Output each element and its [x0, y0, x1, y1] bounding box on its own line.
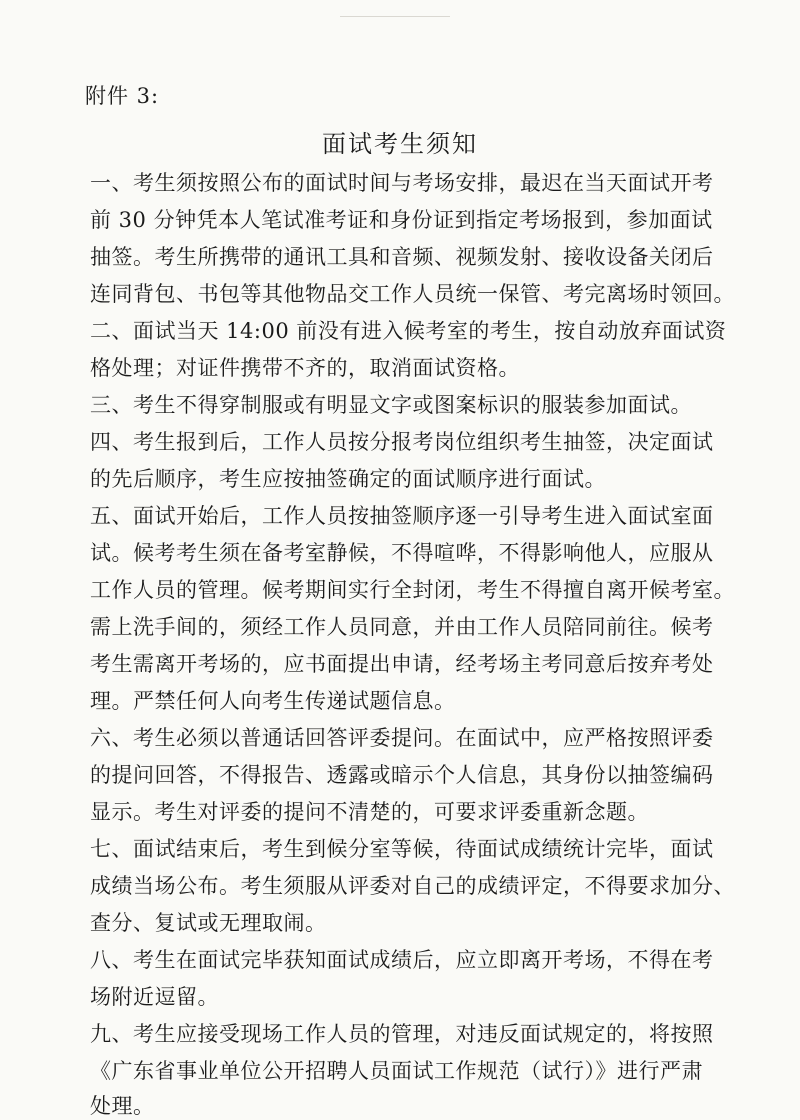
text-line: 三、考生不得穿制服或有明显文字或图案标识的服装参加面试。 — [90, 393, 692, 417]
text-line: 八、考生在面试完毕获知面试成绩后，应立即离开考场，不得在考 — [90, 948, 714, 972]
text-line: 场附近逗留。 — [90, 985, 219, 1009]
text-line: 的先后顺序，考生应按抽签确定的面试顺序进行面试。 — [90, 467, 606, 491]
text-line: 四、考生报到后，工作人员按分报考岗位组织考生抽签，决定面试 — [90, 430, 714, 454]
text-line: 抽签。考生所携带的通讯工具和音频、视频发射、接收设备关闭后 — [90, 245, 714, 269]
text-line: 一、考生须按照公布的面试时间与考场安排，最迟在当天面试开考 — [90, 171, 714, 195]
text-line: 理。严禁任何人向考生传递试题信息。 — [90, 689, 456, 713]
text-line: 九、考生应接受现场工作人员的管理，对违反面试规定的，将按照 — [90, 1022, 714, 1046]
text-line: 七、面试结束后，考生到候分室等候，待面试成绩统计完毕，面试 — [90, 837, 714, 861]
text-line: 前 30 分钟凭本人笔试准考证和身份证到指定考场报到，参加面试 — [90, 208, 713, 232]
text-line: 工作人员的管理。候考期间实行全封闭，考生不得擅自离开候考室。 — [90, 578, 735, 602]
page-title: 面试考生须知 — [322, 130, 478, 158]
text-line: 试。候考考生须在备考室静候，不得喧哗，不得影响他人，应服从 — [90, 541, 714, 565]
text-line: 五、面试开始后，工作人员按抽签顺序逐一引导考生进入面试室面 — [90, 504, 714, 528]
text-line: 格处理；对证件携带不齐的，取消面试资格。 — [90, 356, 520, 380]
faint-mark — [340, 16, 450, 23]
text-line: 六、考生必须以普通话回答评委提问。在面试中，应严格按照评委 — [90, 726, 714, 750]
text-line: 《广东省事业单位公开招聘人员面试工作规范（试行）》进行严肃 — [90, 1059, 703, 1083]
text-line: 二、面试当天 14:00 前没有进入候考室的考生，按自动放弃面试资 — [90, 319, 727, 343]
text-line: 显示。考生对评委的提问不清楚的，可要求评委重新念题。 — [90, 800, 649, 824]
text-line: 成绩当场公布。考生须服从评委对自己的成绩评定，不得要求加分、 — [90, 874, 735, 898]
text-line: 考生需离开考场的，应书面提出申请，经考场主考同意后按弃考处 — [90, 652, 714, 676]
text-line: 需上洗手间的，须经工作人员同意，并由工作人员陪同前往。候考 — [90, 615, 714, 639]
text-line: 的提问回答，不得报告、透露或暗示个人信息，其身份以抽签编码 — [90, 763, 714, 787]
text-line: 处理。 — [90, 1094, 155, 1118]
text-line: 连同背包、书包等其他物品交工作人员统一保管、考完离场时领回。 — [90, 282, 735, 306]
text-line: 查分、复试或无理取闹。 — [90, 911, 327, 935]
attachment-label: 附件 3: — [85, 84, 160, 108]
